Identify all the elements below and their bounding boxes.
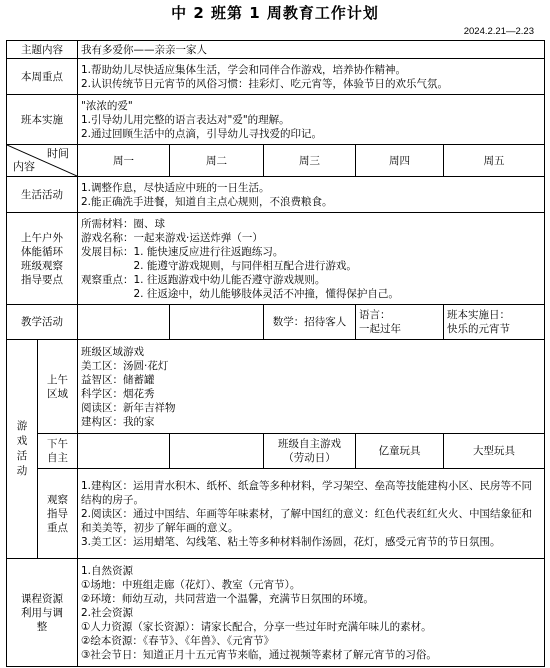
life-line: 2.能正确洗手进餐，知道自主点心规则，不浪费粮食。 <box>81 195 333 208</box>
focus-content <box>78 59 545 95</box>
resources-line: 1.自然资源 <box>81 564 134 577</box>
observe-content <box>78 469 545 559</box>
theme-row <box>7 41 545 59</box>
resources-label-line: 课程资源 <box>21 592 63 605</box>
games-afternoon-row <box>7 434 545 469</box>
teaching-row <box>7 305 545 340</box>
games-label-char: 活 <box>16 450 28 462</box>
afternoon-wed <box>264 434 356 469</box>
games-label-char: 游 <box>16 420 28 432</box>
outdoor-label <box>7 213 78 305</box>
day-wed: 周三 <box>264 145 356 177</box>
teaching-fri-line: 快乐的元宵节 <box>447 323 510 335</box>
outdoor-content <box>78 213 545 305</box>
observe-line: 3.美工区：运用蜡笔、勾线笔、粘土等多种材料制作汤圆，花灯，感受元宵节的节日氛围。 <box>81 535 501 548</box>
teaching-tue <box>170 305 264 340</box>
afternoon-wed-line: （劳动日） <box>283 452 336 464</box>
teaching-fri-line: 班本实施日： <box>447 309 510 321</box>
afternoon-tue <box>170 434 264 469</box>
resources-line: ③社会节日：知道正月十五元宵节来临，通过视频等素材了解元宵节的习俗。 <box>81 648 437 661</box>
life-row <box>7 177 545 213</box>
resources-line: ②环境：师幼互动，共同营造一个温馨，充满节日氛围的环境。 <box>81 592 374 605</box>
resources-row <box>7 559 545 667</box>
date-range: 2024.2.21—2.23 <box>463 26 534 37</box>
focus-line: 1.帮助幼儿尽快适应集体生活，学会和同伴合作游戏，培养协作精神。 <box>81 63 407 76</box>
class-practice-row <box>7 95 545 145</box>
games-morning-row <box>7 340 545 434</box>
teaching-thu <box>356 305 444 340</box>
focus-line: 2.认识传统节日元宵节的风俗习惯：挂彩灯、吃元宵等，体验节日的欢乐气氛。 <box>81 77 449 90</box>
day-thu: 周四 <box>356 145 444 177</box>
page-title: 中 2 班第 1 周教育工作计划 <box>171 4 379 22</box>
focus-label: 本周重点 <box>7 59 78 95</box>
day-fri: 周五 <box>444 145 545 177</box>
class-practice-line: 1.引导幼儿用完整的语言表达对"爱"的理解。 <box>81 113 290 126</box>
theme-value: 我有多爱你——亲亲一家人 <box>78 41 545 59</box>
morning-line: 益智区：储蓄罐 <box>81 373 155 386</box>
observe-label <box>38 469 78 559</box>
observe-line: 1.建构区：运用青水积木、纸杯、纸盒等多种材料，学习架空、垒高等技能建构小区、民房等不同结构的房子。 <box>81 479 533 506</box>
morning-line: 科学区：烟花秀 <box>81 387 155 400</box>
morning-label <box>38 340 78 434</box>
day-mon: 周一 <box>78 145 170 177</box>
resources-label-line: 整 <box>36 620 48 633</box>
observe-label-line: 指导 <box>47 507 68 520</box>
class-practice-label: 班本实施 <box>7 95 78 145</box>
teaching-thu-line: 语言： <box>359 309 391 321</box>
outdoor-line: 2. 往返途中，幼儿能够肢体灵活不冲撞，懂得保护自己。 <box>81 287 399 300</box>
outdoor-line: 2. 能遵守游戏规则，与同伴相互配合进行游戏。 <box>81 259 357 272</box>
games-label <box>7 340 38 559</box>
morning-line: 班级区域游戏 <box>81 345 144 358</box>
outdoor-line: 发展目标：1. 能快速反应进行往返跑练习。 <box>81 245 284 258</box>
outdoor-line: 观察重点：1. 往返跑游戏中幼儿能否遵守游戏规则。 <box>81 273 326 286</box>
class-practice-line: "浓浓的爱" <box>81 99 133 112</box>
teaching-fri <box>444 305 545 340</box>
games-label-char: 戏 <box>16 435 28 447</box>
afternoon-wed-line: 班级自主游戏 <box>278 438 341 450</box>
morning-line: 建构区：我的家 <box>81 415 155 428</box>
theme-label: 主题内容 <box>7 41 78 59</box>
morning-content <box>78 340 545 434</box>
header-row <box>7 145 545 177</box>
games-observe-row <box>7 469 545 559</box>
outdoor-label-line: 班级观察 <box>21 259 63 272</box>
outdoor-line: 游戏名称：一起来游戏·运送炸弹（一） <box>81 231 263 244</box>
outdoor-row <box>7 213 545 305</box>
resources-line: ②绘本资源：《春节》、《年兽》、《元宵节》 <box>81 634 275 647</box>
teaching-mon <box>78 305 170 340</box>
teaching-label: 教学活动 <box>7 305 78 340</box>
day-tue: 周二 <box>170 145 264 177</box>
header-time: 时间 <box>47 147 69 160</box>
games-label-char: 动 <box>16 465 28 477</box>
outdoor-label-line: 上午户外 <box>21 231 63 244</box>
morning-label-line: 上午 <box>47 373 68 386</box>
afternoon-label <box>38 434 78 469</box>
focus-row <box>7 59 545 95</box>
resources-label <box>7 559 78 667</box>
life-line: 1.调整作息，尽快适应中班的一日生活。 <box>81 181 270 194</box>
outdoor-line: 所需材料：圈、球 <box>81 217 165 230</box>
header-diagonal-cell <box>7 145 78 177</box>
teaching-thu-line: 一起过年 <box>359 323 401 335</box>
class-practice-line: 2.通过回顾生活中的点滴，引导幼儿寻找爱的印记。 <box>81 127 323 140</box>
morning-label-line: 区域 <box>47 387 68 400</box>
life-content <box>78 177 545 213</box>
plan-table <box>6 40 545 667</box>
afternoon-label-line: 下午 <box>47 438 68 450</box>
class-practice-content <box>78 95 545 145</box>
resources-line: 2.社会资源 <box>81 606 134 619</box>
observe-label-line: 观察 <box>47 493 68 506</box>
outdoor-label-line: 指导要点 <box>21 273 63 286</box>
afternoon-fri: 大型玩具 <box>444 434 545 469</box>
afternoon-label-line: 自主 <box>47 452 68 464</box>
afternoon-thu: 亿童玩具 <box>356 434 444 469</box>
teaching-wed: 数学：招待客人 <box>264 305 356 340</box>
morning-line: 美工区：汤圆·花灯 <box>81 359 169 372</box>
observe-label-line: 重点 <box>47 521 68 534</box>
life-label: 生活活动 <box>7 177 78 213</box>
outdoor-label-line: 体能循环 <box>21 245 63 258</box>
resources-line: ①场地：中班组走廊（花灯）、教室（元宵节）。 <box>81 578 301 591</box>
resources-content <box>78 559 545 667</box>
observe-line: 2.阅读区：通过中国结、年画等年味素材，了解中国红的意义：红色代表红红火火、中国结象征和和美美等，初步了解年画的意义。 <box>81 507 533 534</box>
resources-line: ①人力资源（家长资源）：请家长配合，分享一些过年时充满年味儿的素材。 <box>81 620 432 633</box>
morning-line: 阅读区：新年吉祥物 <box>81 401 176 414</box>
resources-label-line: 利用与调 <box>21 606 63 619</box>
header-content: 内容 <box>13 160 35 173</box>
afternoon-mon <box>78 434 170 469</box>
